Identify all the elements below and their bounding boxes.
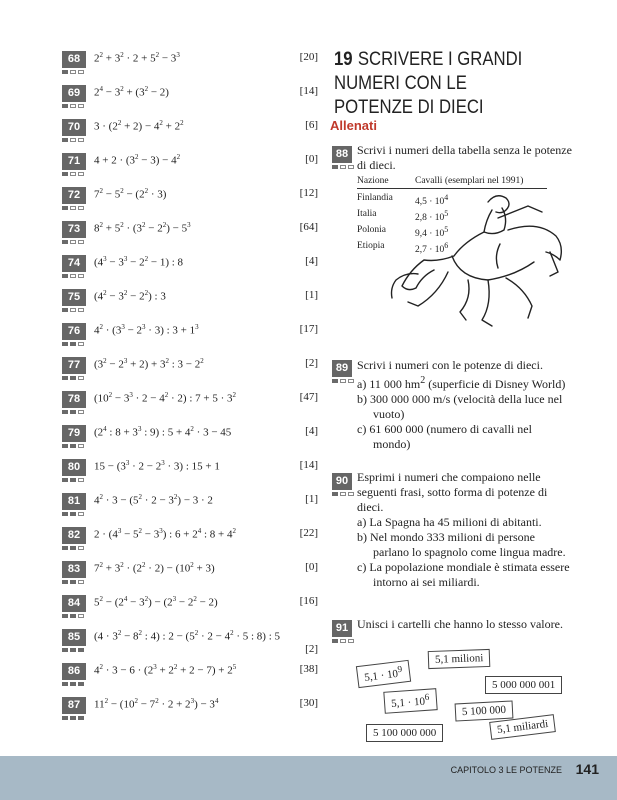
exercise-answer: [17] <box>299 323 318 335</box>
exercise-72 <box>62 181 318 211</box>
exercise-answer: [64] <box>299 221 318 233</box>
value-card[interactable]: 5 100 000 <box>455 700 514 721</box>
list-item: c) 61 600 000 (numero di cavalli nel mondo) <box>357 422 532 451</box>
exercise-answer: [14] <box>299 459 318 471</box>
value-card[interactable]: $5,1 \cdot 10^9$ <box>356 660 411 688</box>
exercise-answer: [1] <box>305 493 318 505</box>
exercise-answer: [12] <box>299 187 318 199</box>
exercise-badge: 86 <box>62 663 86 686</box>
value-card[interactable]: 5 000 000 001 <box>485 676 562 694</box>
exercise-badge: 78 <box>62 391 86 414</box>
exercise-answer: [0] <box>305 561 318 573</box>
exercise-badge: 80 <box>62 459 86 482</box>
exercise-89-text: Scrivi i numeri con le potenze di dieci. a) 11 000 $hm^2$ (superficie di Disney World) b) 300 000 000 m/s (velocità della luce nel vuoto) c) 61 600 000 (numero di cavalli nel mondo) <box>357 358 572 452</box>
exercise-expression: $(3^2 - 2^3 + 2) + 3^2$ : $3 - 2^2$ <box>94 357 204 371</box>
exercise-answer: [22] <box>299 527 318 539</box>
exercise-expression: $2^2 + 3^2 \cdot 2 + 5^2 - 3^3$ <box>94 51 180 65</box>
exercise-expression: $3 \cdot (2^2 + 2) - 4^2 + 2^2$ <box>94 119 184 133</box>
exercise-expression: ($2^4$ : $8 + 3^3$ : 9) : $5 + 4^2 \cdot 3 - 45$ <box>94 425 232 439</box>
exercise-answer: [4] <box>305 425 318 437</box>
exercise-77 <box>62 351 318 381</box>
exercise-81 <box>62 487 318 517</box>
horse-jockey-illustration <box>388 188 578 348</box>
exercise-answer: [14] <box>299 85 318 97</box>
value-card[interactable]: 5 100 000 000 <box>366 724 443 742</box>
exercise-badge: 77 <box>62 357 86 380</box>
exercise-75 <box>62 283 318 313</box>
exercise-answer: [0] <box>305 153 318 165</box>
exercise-expression: $(4^3 - 3^3 - 2^2 - 1)$ : 8 <box>94 255 184 269</box>
exercise-90-text: Esprimi i numeri che compaiono nelle seguenti frasi, sotto forma di potenze di dieci. a) La Spagna ha 45 milioni di abitanti. b) Nel mondo 333 milioni di persone parlano lo spagnolo come lingua madre. c) La popolazione mondiale è stimata essere intorno ai sei miliardi. <box>357 470 572 590</box>
value-card[interactable]: 5,1 miliardi <box>489 714 556 740</box>
list-item: c) La popolazione mondiale è stimata essere intorno ai sei miliardi. <box>357 560 570 589</box>
exercise-80 <box>62 453 318 483</box>
exercise-answer: [1] <box>305 289 318 301</box>
exercise-badge: 71 <box>62 153 86 176</box>
exercise-expression: $11^2 - (10^2 - 7^2 \cdot 2 + 2^3) - 3^4$ <box>94 697 219 711</box>
exercise-expression: $5^2 - (2^4 - 3^2) - (2^3 - 2^2 - 2)$ <box>94 595 218 609</box>
exercise-expression: $7^2 - 5^2 - (2^2 \cdot 3)$ <box>94 187 167 201</box>
list-item: a) 11 000 $hm^2$ (superficie di Disney World) <box>357 375 566 391</box>
page-number: 141 <box>575 761 599 777</box>
exercise-expression: $15 - (3^3 \cdot 2 - 2^3 \cdot 3)$ : 15 + 1 <box>94 459 220 473</box>
exercise-badge: 68 <box>62 51 86 74</box>
value-card[interactable]: 5,1 milioni <box>428 649 491 669</box>
exercise-answer: [6] <box>305 119 318 131</box>
list-item: b) Nel mondo 333 milioni di persone parlano lo spagnolo come lingua madre. <box>357 530 566 559</box>
exercise-badge: 79 <box>62 425 86 448</box>
exercise-expression: $(4^2 - 3^2 - 2^2)$ : 3 <box>94 289 166 303</box>
exercise-expression: $7^2 + 3^2 \cdot (2^2 \cdot 2) - (10^2 + 3)$ <box>94 561 215 575</box>
exercise-badge: 83 <box>62 561 86 584</box>
exercise-badge: 74 <box>62 255 86 278</box>
exercise-answer: [2] <box>305 643 318 655</box>
exercise-answer: [38] <box>299 663 318 675</box>
table-row: Polonia $9,4 \cdot 10^5$ <box>357 225 449 240</box>
page-footer <box>0 756 617 800</box>
exercise-88-text: Scrivi i numeri della tabella senza le potenze di dieci. <box>357 143 572 172</box>
section-title: 19 SCRIVERE I GRANDI NUMERI CON LE POTENZE DI DIECI <box>334 49 523 118</box>
exercise-78 <box>62 385 318 415</box>
exercise-badge-88: 88 <box>332 146 354 169</box>
exercise-expression: ($4 \cdot 3^2 - 8^2$ : 4) : $2 - (5^2 \cdot 2 - 4^2 \cdot 5$ : 8) : 5 <box>94 629 281 643</box>
exercise-badge: 81 <box>62 493 86 516</box>
exercise-badge: 72 <box>62 187 86 210</box>
exercise-answer: [2] <box>305 357 318 369</box>
exercise-badge: 85 <box>62 629 86 652</box>
exercise-badge: 87 <box>62 697 86 720</box>
list-item: a) La Spagna ha 45 milioni di abitanti. <box>357 515 542 529</box>
exercise-expression: $2 \cdot (4^3 - 5^2 - 3^3)$ : $6 + 2^4$ : $8 + 4^2$ <box>94 527 236 541</box>
exercise-69 <box>62 79 318 109</box>
exercise-answer: [47] <box>299 391 318 403</box>
exercise-badge-91: 91 <box>332 620 354 643</box>
exercise-badge: 76 <box>62 323 86 346</box>
exercise-answer: [4] <box>305 255 318 267</box>
exercise-badge: 73 <box>62 221 86 244</box>
exercise-73 <box>62 215 318 245</box>
exercise-badge: 69 <box>62 85 86 108</box>
exercise-answer: [30] <box>299 697 318 709</box>
value-card[interactable]: $5,1 \cdot 10^6$ <box>383 688 437 713</box>
exercise-answer: [20] <box>299 51 318 63</box>
exercise-badge: 70 <box>62 119 86 142</box>
exercise-expression: $4 + 2 \cdot (3^2 - 3) - 4^2$ <box>94 153 181 167</box>
practice-label: Allenati <box>330 118 377 133</box>
exercise-79 <box>62 419 318 449</box>
exercise-badge-89: 89 <box>332 360 354 383</box>
exercise-74 <box>62 249 318 279</box>
exercise-83 <box>62 555 318 585</box>
exercise-badge: 84 <box>62 595 86 618</box>
exercise-answer: [16] <box>299 595 318 607</box>
exercise-expression: $(10^2 - 3^3 \cdot 2 - 4^2 \cdot 2)$ : $7 + 5 \cdot 3^2$ <box>94 391 237 405</box>
exercise-expression: $4^2 \cdot 3 - (5^2 \cdot 2 - 3^2) - 3 \cdot 2$ <box>94 493 213 507</box>
table-row: Etiopia $2,7 \cdot 10^6$ <box>357 241 449 256</box>
exercise-expression: $8^2 + 5^2 \cdot (3^2 - 2^2) - 5^3$ <box>94 221 191 235</box>
exercise-expression: $2^4 - 3^2 + (3^2 - 2)$ <box>94 85 169 99</box>
list-item: b) 300 000 000 m/s (velocità della luce nel vuoto) <box>357 392 563 421</box>
exercise-85 <box>62 623 318 653</box>
exercise-expression: $4^2 \cdot 3 - 6 \cdot (2^3 + 2^2 + 2 - 7) + 2^5$ <box>94 663 237 677</box>
table-row: Finlandia $4,5 \cdot 10^4$ <box>357 193 449 208</box>
exercise-91-text: Unisci i cartelli che hanno lo stesso valore. <box>357 617 563 631</box>
exercise-82 <box>62 521 318 551</box>
exercise-76 <box>62 317 318 347</box>
exercise-87 <box>62 691 318 721</box>
exercise-68 <box>62 45 318 75</box>
exercise-84 <box>62 589 318 619</box>
exercise-badge: 82 <box>62 527 86 550</box>
table-header: Nazione Cavalli (esemplari nel 1991) <box>357 176 547 189</box>
exercise-badge: 75 <box>62 289 86 312</box>
exercise-86 <box>62 657 318 687</box>
table-row: Italia $2,8 \cdot 10^5$ <box>357 209 449 224</box>
exercise-badge-90: 90 <box>332 473 354 496</box>
exercise-70 <box>62 113 318 143</box>
exercise-expression: $4^2 \cdot (3^3 - 2^3 \cdot 3)$ : $3 + 1^3$ <box>94 323 199 337</box>
chapter-label: CAPITOLO 3 LE POTENZE <box>450 765 562 775</box>
exercise-71 <box>62 147 318 177</box>
